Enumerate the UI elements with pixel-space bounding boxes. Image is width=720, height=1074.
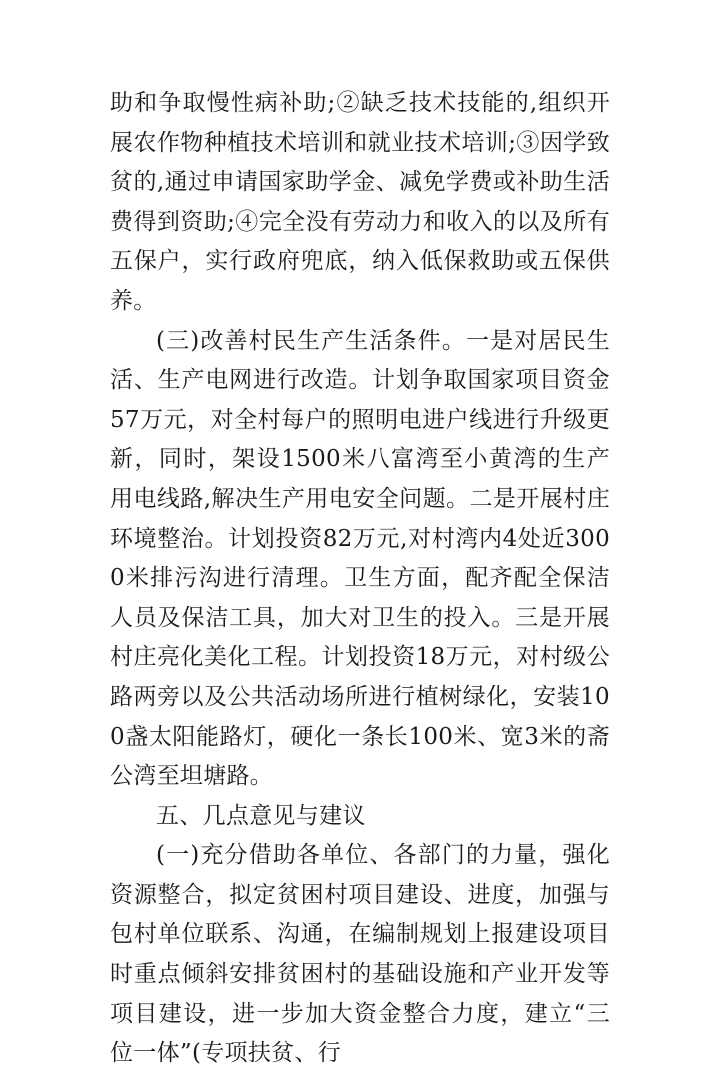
paragraph-living-conditions: (三)改善村民生产生活条件。一是对居民生活、生产电网进行改造。计划争取国家项目资金57万元，对全村每户的照明电进户线进行升级更新，同时，架设1500米八富湾至小黄湾的生产用电线路,解决生产用电安全问题。二是开展村庄环境整治。计划投资82万元,对村湾内4处近3000米排污沟进行清理。卫生方面，配齐配全保洁人员及保洁工具，加大对卫生的投入。三是开展村庄亮化美化工程。计划投资18万元，对村级公路两旁以及公共活动场所进行植树绿化，安装100盏太阳能路灯，硬化一条长100米、宽3米的斋公湾至坦塘路。 [110, 327, 610, 790]
paragraph-medical-assistance: 助和争取慢性病补助;②缺乏技术技能的,组织开展农作物种植技术培训和就业技术培训;③因学致贫的,通过申请国家助学金、减免学费或补助生活费得到资助;④完全没有劳动力和收入的以及所有五保户，实行政府兜底，纳入低保救助或五保供养。 [110, 90, 610, 314]
document-body [110, 84, 610, 1074]
paragraph-resource-integration: (一)充分借助各单位、各部门的力量，强化资源整合，拟定贫困村项目建设、进度，加强与包村单位联系、沟通，在编制规划上报建设项目时重点倾斜安排贫困村的基础设施和产业开发等项目建设，进一步加大资金整合力度，建立“三位一体”(专项扶贫、行 [110, 842, 610, 1067]
section-heading-suggestions: 五、几点意见与建议 [156, 802, 366, 829]
